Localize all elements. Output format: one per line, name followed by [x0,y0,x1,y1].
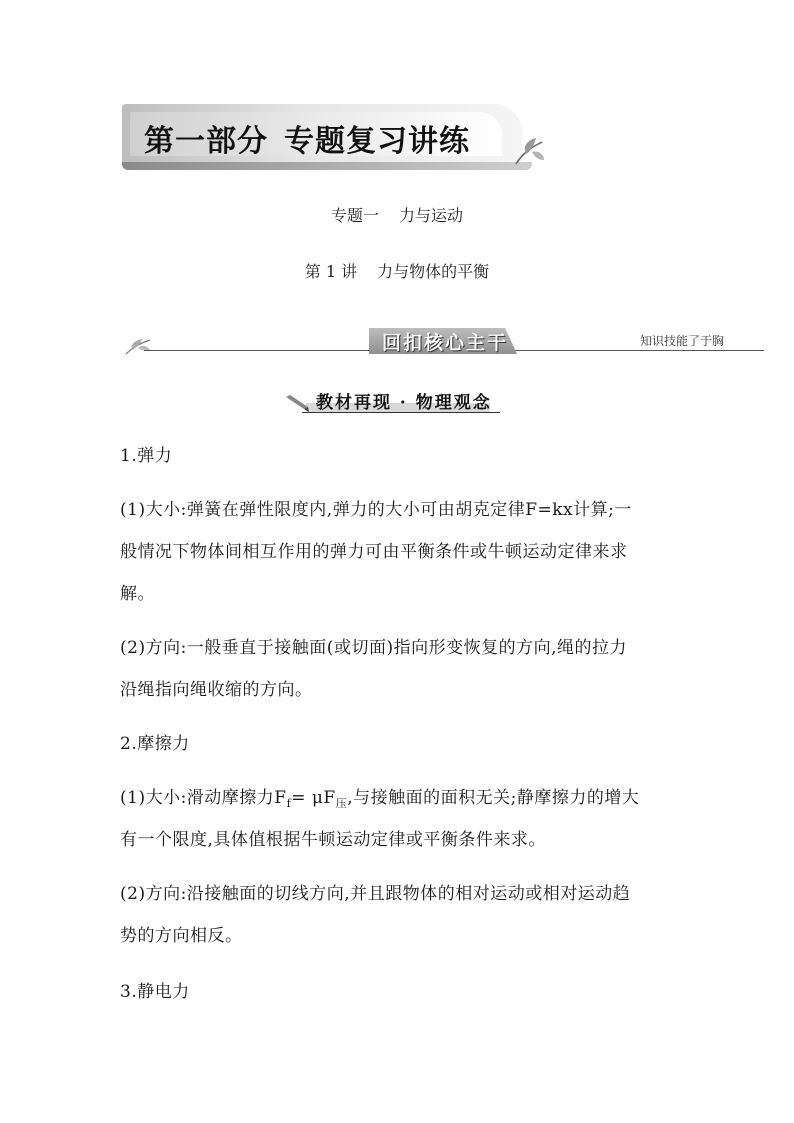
lecture-number: 第 1 讲 [304,262,358,281]
banner-title [144,116,470,160]
subscript: f [286,797,292,810]
paragraph-line: 解。 [120,584,155,604]
paragraph-line: (2)方向:沿接触面的切线方向,并且跟物体的相对运动或相对运动趋 [120,884,631,904]
lecture-heading [0,259,794,282]
part-banner [122,104,542,176]
paragraph-line: (2)方向:一般垂直于接触面(或切面)指向形变恢复的方向,绳的拉力 [120,638,627,658]
leaf-icon [124,336,154,356]
subheading-text: 教材再现 · 物理观念 [316,393,492,413]
paragraph-line: 势的方向相反。 [120,926,243,946]
banner-part-label: 第一部分 [144,124,268,159]
topic-name: 力与运动 [399,206,464,225]
paragraph-line [120,780,680,822]
paragraph-line: 般情况下物体间相互作用的弹力可由平衡条件或牛顿运动定律来求 [120,542,628,562]
item-heading-2: 2.摩擦力 [120,734,190,754]
banner-underline [122,162,532,170]
subscript: 压 [335,797,348,810]
section-header [124,322,774,358]
pen-icon [284,393,310,413]
paragraph-line: 沿绳指向绳收缩的方向。 [120,680,313,700]
lecture-name: 力与物体的平衡 [377,262,490,281]
paragraph-line: 有一个限度,具体值根据牛顿运动定律或平衡条件来求。 [120,830,546,850]
section-subtitle: 知识技能了于胸 [640,334,725,348]
item-heading-3: 3.静电力 [120,982,190,1002]
banner-title-text: 专题复习讲练 [284,124,470,159]
leaf-icon [512,134,546,168]
text-run: (1)大小:滑动摩擦力F [120,788,287,808]
text-run: = μF [291,788,336,808]
topic-number: 专题一 [330,206,379,225]
paragraph-line: (1)大小:弹簧在弹性限度内,弹力的大小可由胡克定律F=kx计算;一 [120,500,632,520]
subheading [280,385,520,417]
item-heading-1: 1.弹力 [120,446,173,466]
text-run: ,与接触面的面积无关;静摩擦力的增大 [347,788,640,808]
topic-heading [0,203,794,226]
section-title: 回扣核心主干 [382,332,509,354]
